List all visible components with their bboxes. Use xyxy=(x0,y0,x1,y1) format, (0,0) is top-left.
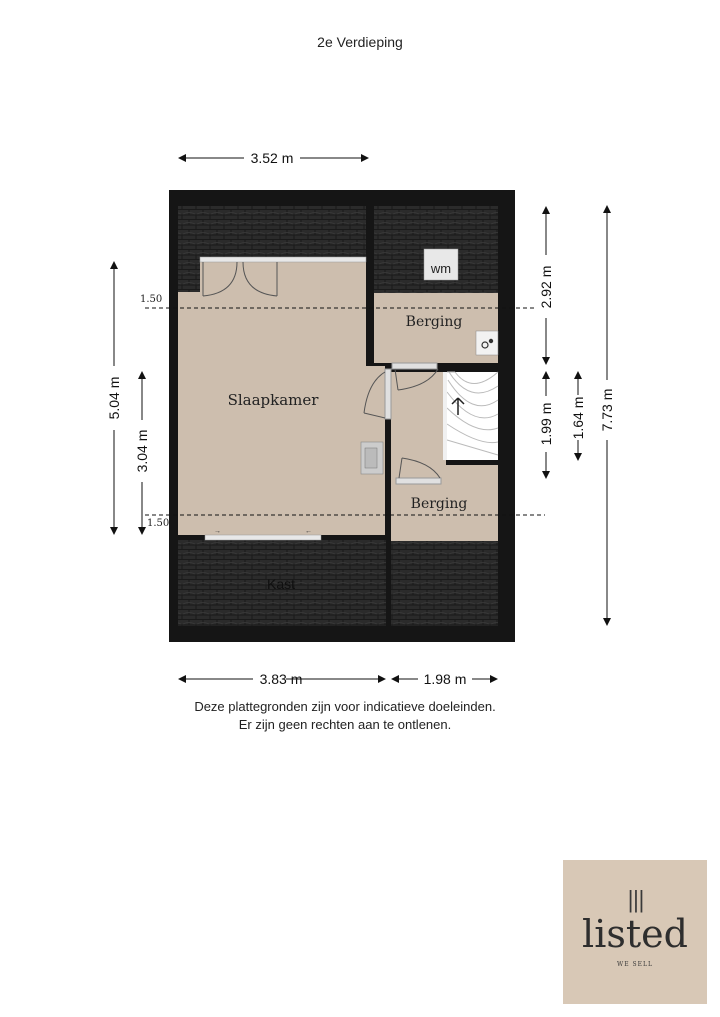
dim-label-292: 2.92 m xyxy=(538,265,554,309)
disclaimer-line-2: Er zijn geen rechten aan te ontlenen. xyxy=(238,717,452,732)
stairwell xyxy=(447,372,498,460)
window-top-slaapkamer xyxy=(200,257,366,262)
logo-tagline: WE SELL xyxy=(617,961,653,968)
height-marker-top: 1.50 xyxy=(140,294,163,305)
floor-title: 2e Verdieping xyxy=(317,34,403,50)
kast-sliding-door xyxy=(205,535,321,540)
height-marker-bottom: 1.50 xyxy=(147,518,170,529)
roof-area-bottom-right xyxy=(391,541,498,626)
room-label-berging-bottom: Berging xyxy=(410,496,468,512)
svg-text:←: ← xyxy=(305,528,312,535)
svg-text:→: → xyxy=(214,528,221,535)
roof-area-top-left xyxy=(178,206,366,262)
hallway-floor xyxy=(391,372,446,476)
disclaimer xyxy=(0,698,690,734)
room-label-slaapkamer: Slaapkamer xyxy=(227,391,319,409)
dim-label-top: 3.52 m xyxy=(250,150,294,166)
washer-label: wm xyxy=(430,261,452,276)
dim-label-bottom-left: 3.83 m xyxy=(259,671,303,687)
listed-logo xyxy=(563,860,707,1004)
room-label-kast: Kast xyxy=(266,576,296,592)
roof-area-left-strip xyxy=(178,260,200,292)
disclaimer-line-1: Deze plattegronden zijn voor indicatieve doeleinden. xyxy=(194,699,496,714)
dim-label-773: 7.73 m xyxy=(599,388,615,432)
logo-mark-icon: ||| xyxy=(626,888,644,913)
dim-label-164: 1.64 m xyxy=(570,396,586,440)
logo-wordmark: listed xyxy=(582,912,688,956)
dim-label-bottom-right: 1.98 m xyxy=(423,671,467,687)
dim-label-199: 1.99 m xyxy=(538,402,554,446)
room-label-berging-top: Berging xyxy=(405,314,463,330)
stair-railing xyxy=(443,372,447,460)
dim-label-left-outer: 5.04 m xyxy=(106,376,122,420)
dim-label-left-inner: 3.04 m xyxy=(134,429,150,473)
